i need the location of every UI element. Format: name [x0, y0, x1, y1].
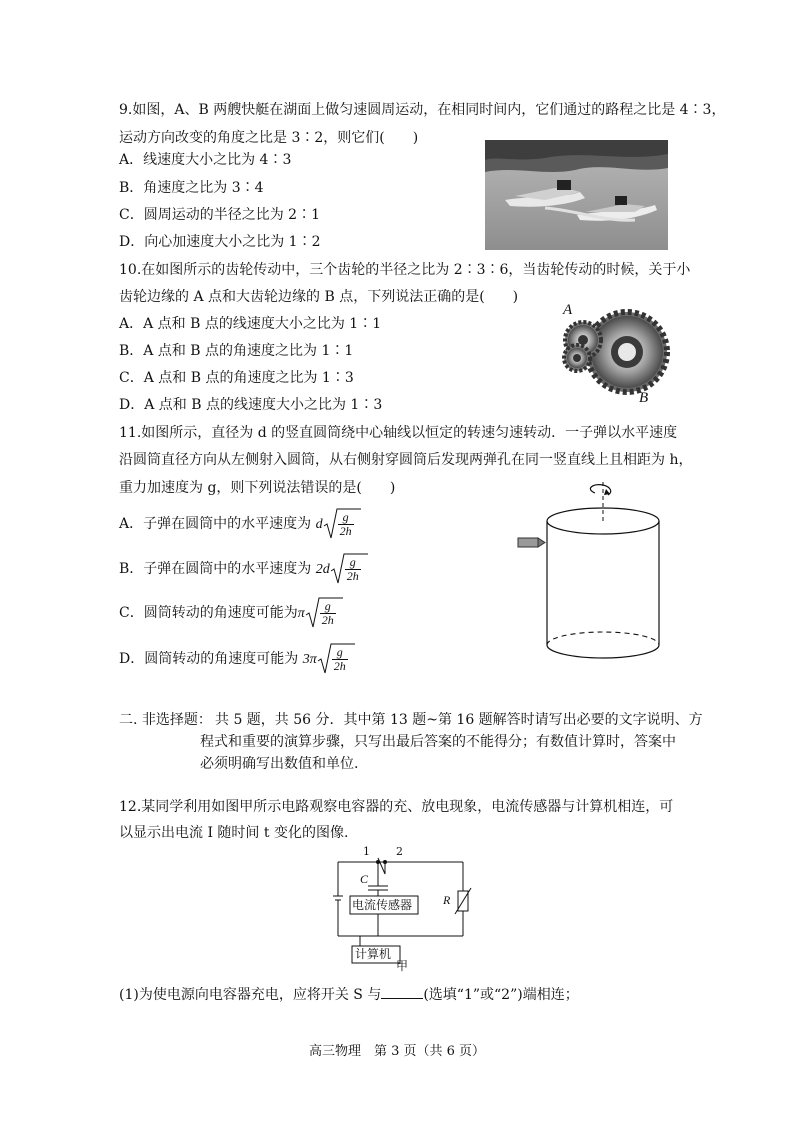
- bullet-icon: [518, 538, 545, 547]
- q9-option-b: B．角速度之比为 3∶4: [119, 180, 264, 196]
- frac-den: 2h: [346, 569, 359, 583]
- frac-num: g: [338, 511, 354, 525]
- q12-sub1-text-b: (选填“1”或“2”)端相连；: [423, 987, 579, 1003]
- frac-num: g: [332, 646, 348, 660]
- q10-line1: 10.在如图所示的齿轮传动中，三个齿轮的半径之比为 2∶3∶6，当齿轮传动的时候，关于小: [119, 262, 691, 278]
- frac-num: g: [345, 556, 361, 570]
- q9-line1: 9.如图，A、B 两艘快艇在湖面上做匀速圆周运动，在相同时间内，它们通过的路程之比是 4∶3，: [119, 102, 726, 118]
- answer-blank[interactable]: [381, 984, 423, 999]
- section2-heading: 二. 非选择题：: [119, 712, 212, 728]
- q10-option-a: A．A 点和 B 点的线速度大小之比为 1∶1: [119, 316, 382, 332]
- speedboats-photo: [485, 140, 668, 250]
- q11-line2: 沿圆筒直径方向从左侧射入圆筒，从右侧射穿圆筒后发现两弹孔在同一竖直线上且相距为 h，: [119, 452, 693, 468]
- q10-option-b: B．A 点和 B 点的角速度之比为 1∶1: [119, 343, 354, 359]
- q11-option-a-coef: d: [315, 517, 323, 532]
- cylinder-figure: [515, 480, 665, 680]
- point-b-label: B: [639, 390, 649, 406]
- terminal-1-label: 1: [363, 845, 370, 858]
- section2-line3: 必须明确写出数值和单位.: [200, 756, 359, 772]
- small-gear: [564, 345, 590, 371]
- sqrt-sign: [323, 508, 361, 540]
- q12-line1: 12.某同学利用如图甲所示电路观察电容器的充、放电现象，电流传感器与计算机相连，可: [119, 799, 674, 815]
- q12-line2: 以显示出电流 I 随时间 t 变化的图像.: [119, 825, 349, 841]
- q11-option-a-text: A．子弹在圆筒中的水平速度为: [119, 516, 316, 532]
- sqrt-sign: [330, 553, 368, 585]
- frac-den: 2h: [339, 524, 352, 538]
- point-a-label: A: [563, 302, 573, 318]
- q11-option-c-text: C．圆筒转动的角速度可能为: [119, 605, 298, 621]
- gears-figure: [555, 300, 685, 410]
- q9-option-c: C．圆周运动的半径之比为 2∶1: [119, 207, 320, 223]
- q9-option-a: A．线速度大小之比为 4∶3: [119, 152, 292, 168]
- q9-option-d: D．向心加速度大小之比为 1∶2: [119, 234, 321, 250]
- sqrt-sign: [305, 597, 343, 629]
- frac-den: 2h: [333, 659, 346, 673]
- q10-option-d: D．A 点和 B 点的线速度大小之比为 1∶3: [119, 397, 383, 413]
- q12-sub1-text-a: (1)为使电源向电容器充电，应将开关 S 与: [119, 987, 382, 1003]
- q11-line1: 11.如图所示，直径为 d 的竖直圆筒绕中心轴线以恒定的转速匀速转动．一子弹以水平速度: [119, 425, 678, 441]
- q11-option-d-coef: 3π: [302, 652, 317, 667]
- terminal-2-label: 2: [396, 845, 403, 858]
- circuit-diagram: [330, 846, 480, 971]
- frac-den: 2h: [321, 613, 334, 627]
- q12-sub1: [119, 984, 579, 1005]
- computer-label: 计算机: [355, 947, 392, 961]
- resistor-label: R: [443, 893, 451, 907]
- rotation-arrow-icon: [590, 485, 610, 495]
- q10-line2: 齿轮边缘的 A 点和大齿轮边缘的 B 点，下列说法正确的是( ): [119, 289, 519, 305]
- figure-caption: 甲: [396, 959, 409, 973]
- q11-option-c: [119, 596, 343, 631]
- q11-option-c-coef: π: [297, 606, 305, 621]
- q11-option-b-text: B．子弹在圆筒中的水平速度为: [119, 561, 316, 577]
- q9-line2: 运动方向改变的角度之比是 3∶2，则它们( ): [119, 130, 419, 146]
- q11-option-a: [119, 507, 361, 542]
- q11-option-b: [119, 552, 368, 587]
- q10-option-c: C．A 点和 B 点的角速度之比为 1∶3: [119, 370, 354, 386]
- current-sensor-label: 电流传感器: [352, 898, 413, 912]
- q11-option-d: [119, 642, 355, 677]
- q11-option-b-coef: 2d: [315, 562, 330, 577]
- capacitor-label: C: [360, 872, 369, 886]
- sqrt-sign: [317, 643, 355, 675]
- page-footer: 高三物理 第 3 页（共 6 页）: [308, 1044, 486, 1059]
- frac-num: g: [320, 600, 336, 614]
- section2-line1: 共 5 题，共 56 分．其中第 13 题~第 16 题解答时请写出必要的文字说明、方: [215, 712, 703, 728]
- section2-line2: 程式和重要的演算步骤，只写出最后答案的不能得分；有数值计算时，答案中: [200, 734, 676, 750]
- q11-line3: 重力加速度为 g，则下列说法错误的是( ): [119, 480, 396, 496]
- q11-option-d-text: D．圆筒转动的角速度可能为: [119, 651, 303, 667]
